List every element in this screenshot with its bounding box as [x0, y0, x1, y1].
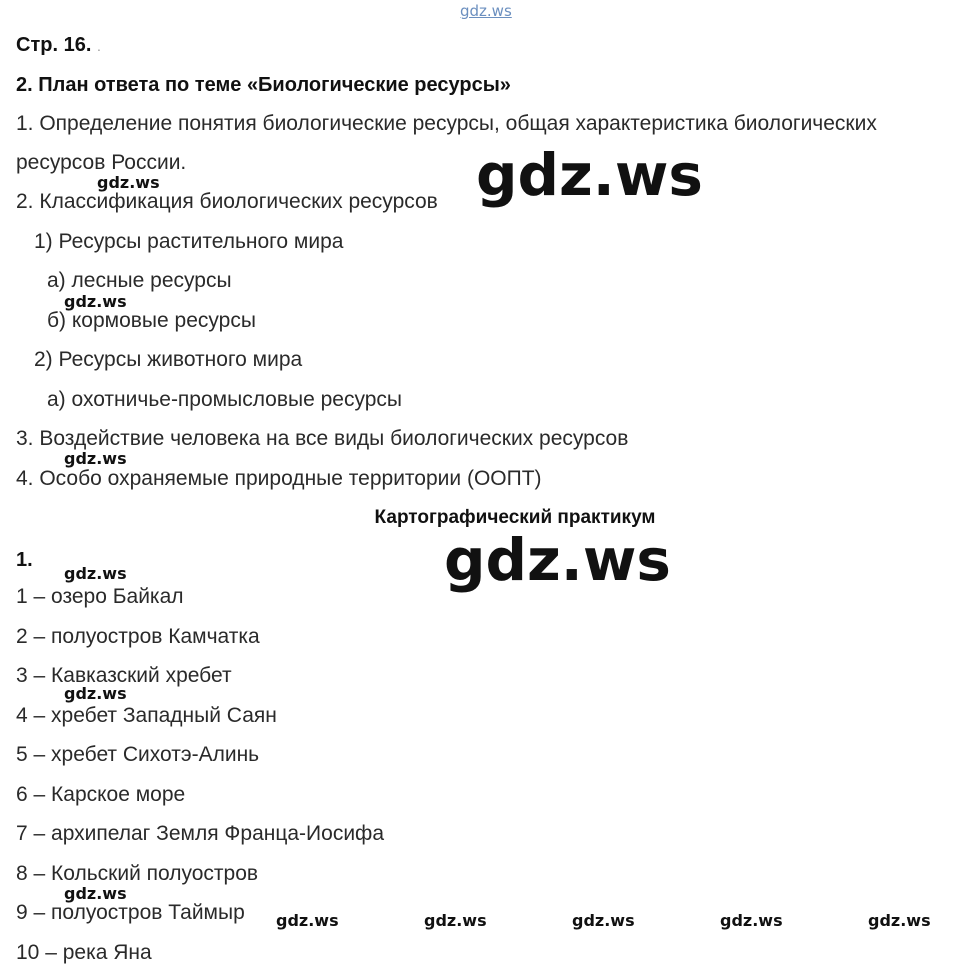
page-number-header: [16, 32, 101, 59]
watermark-small-4: gdz.ws: [64, 564, 127, 583]
map-item-9: 9 – полуостров Таймыр: [16, 901, 245, 924]
map-item-1: 1 – озеро Байкал: [16, 585, 184, 608]
watermark-small-2: gdz.ws: [64, 292, 127, 311]
watermark-large-1: gdz.ws: [476, 141, 703, 209]
plan-item-2-1-b: б) кормовые ресурсы: [47, 309, 256, 332]
watermark-small-7: gdz.ws: [276, 911, 339, 930]
watermark-small-3: gdz.ws: [64, 449, 127, 468]
map-item-7: 7 – архипелаг Земля Франца-Иосифа: [16, 822, 385, 845]
map-item-5: 5 – хребет Сихотэ-Алинь: [16, 743, 260, 766]
plan-item-3: 3. Воздействие человека на все виды биологических ресурсов: [16, 427, 629, 450]
watermark-small-6: gdz.ws: [64, 884, 127, 903]
practicum-heading: Картографический практикум: [374, 507, 656, 528]
plan-item-2: 2. Классификация биологических ресурсов: [16, 190, 438, 213]
watermark-large-2: gdz.ws: [444, 526, 671, 594]
watermark-top: gdz.ws: [460, 2, 512, 20]
watermark-small-9: gdz.ws: [572, 911, 635, 930]
plan-item-1-line-1: 1. Определение понятия биологические ресурсы, общая характеристика биологических: [16, 112, 877, 135]
map-item-10: 10 – река Яна: [16, 941, 152, 964]
watermark-small-5: gdz.ws: [64, 684, 127, 703]
plan-item-4: 4. Особо охраняемые природные территории (ООПТ): [16, 467, 542, 490]
page-number-dot: .: [96, 38, 101, 54]
plan-item-2-2-a: а) охотничье-промысловые ресурсы: [47, 388, 403, 411]
plan-item-1-line-2: ресурсов России.: [16, 151, 187, 174]
map-item-3: 3 – Кавказский хребет: [16, 664, 232, 687]
watermark-small-1: gdz.ws: [97, 173, 160, 192]
plan-item-2-1: 1) Ресурсы растительного мира: [34, 230, 344, 253]
map-item-8: 8 – Кольский полуостров: [16, 862, 259, 885]
watermark-small-11: gdz.ws: [868, 911, 931, 930]
map-item-4: 4 – хребет Западный Саян: [16, 704, 277, 727]
watermark-small-8: gdz.ws: [424, 911, 487, 930]
plan-item-2-2: 2) Ресурсы животного мира: [34, 348, 303, 371]
map-item-6: 6 – Карское море: [16, 783, 186, 806]
practicum-task-number: 1.: [16, 549, 33, 571]
plan-item-2-1-a: а) лесные ресурсы: [47, 269, 232, 292]
map-item-2: 2 – полуостров Камчатка: [16, 625, 260, 648]
plan-title: 2. План ответа по теме «Биологические ресурсы»: [16, 74, 511, 96]
page-number-text: Стр. 16.: [16, 34, 92, 56]
watermark-small-10: gdz.ws: [720, 911, 783, 930]
